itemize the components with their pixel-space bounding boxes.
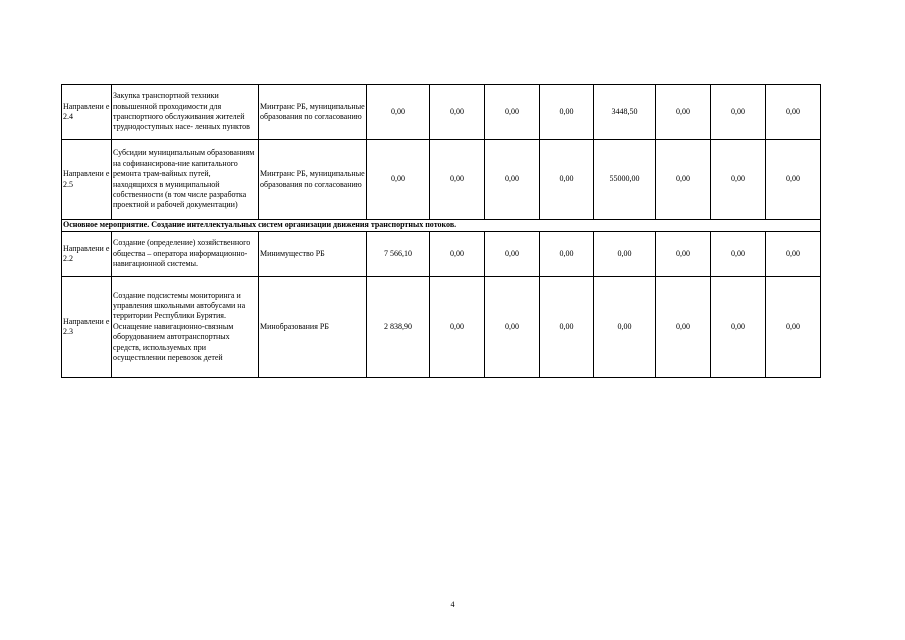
value-cell: 0,00 xyxy=(594,277,656,378)
value-cell: 0,00 xyxy=(430,232,485,277)
value-cell: 0,00 xyxy=(485,85,540,140)
table-row xyxy=(62,277,821,378)
page-number: 4 xyxy=(450,600,455,609)
executor-cell: Минимущество РБ xyxy=(259,232,367,277)
value-cell: 3448,50 xyxy=(594,85,656,140)
section-row xyxy=(62,220,821,232)
value-cell: 0,00 xyxy=(367,85,430,140)
value-cell: 0,00 xyxy=(485,277,540,378)
activity-name-cell: Закупка транспортной техники повышенной проходимости для транспортного обслуживания жителей труднодоступных насе- ленных пунктов xyxy=(112,85,259,140)
value-cell: 0,00 xyxy=(711,85,766,140)
value-cell: 0,00 xyxy=(711,232,766,277)
value-cell: 0,00 xyxy=(540,232,594,277)
value-cell: 0,00 xyxy=(766,140,821,220)
activity-name-cell: Создание подсистемы мониторинга и управления школьными автобусами на территории Республики Бурятия. Оснащение навигационно-связным оборудованием автотранспортных средств, используемых при осуществлении перевозок детей xyxy=(112,277,259,378)
value-cell: 0,00 xyxy=(594,232,656,277)
value-cell: 0,00 xyxy=(711,140,766,220)
direction-cell: Направлени е 2.5 xyxy=(62,140,112,220)
activity-name-cell: Субсидии муниципальным образованиям на софинансирова-ние капитального ремонта трам-вайных путей, находящихся в муниципальной собственности (в том числе разработка проектной и рабочей документации) xyxy=(112,140,259,220)
value-cell: 0,00 xyxy=(656,85,711,140)
value-cell: 0,00 xyxy=(656,140,711,220)
value-cell: 7 566,10 xyxy=(367,232,430,277)
value-cell: 0,00 xyxy=(656,277,711,378)
value-cell: 0,00 xyxy=(485,140,540,220)
value-cell: 0,00 xyxy=(430,277,485,378)
value-cell: 0,00 xyxy=(430,85,485,140)
table-row xyxy=(62,85,821,140)
value-cell: 0,00 xyxy=(430,140,485,220)
value-cell: 0,00 xyxy=(540,140,594,220)
value-cell: 0,00 xyxy=(485,232,540,277)
value-cell: 55000,00 xyxy=(594,140,656,220)
activity-name-cell: Создание (определение) хозяйственного общества – оператора информационно-навигационной системы. xyxy=(112,232,259,277)
value-cell: 0,00 xyxy=(367,140,430,220)
table-row xyxy=(62,232,821,277)
executor-cell: Минтранс РБ, муниципальные образования по согласованию xyxy=(259,85,367,140)
value-cell: 0,00 xyxy=(540,85,594,140)
section-title: Основное мероприятие. Создание интеллектуальных систем организации движения транспортных потоков. xyxy=(62,220,821,232)
direction-cell: Направлени е 2.4 xyxy=(62,85,112,140)
executor-cell: Минтранс РБ, муниципальные образования по согласованию xyxy=(259,140,367,220)
value-cell: 0,00 xyxy=(766,232,821,277)
direction-cell: Направлени е 2.3 xyxy=(62,277,112,378)
value-cell: 0,00 xyxy=(711,277,766,378)
budget-table xyxy=(61,84,821,378)
table-row xyxy=(62,140,821,220)
value-cell: 2 838,90 xyxy=(367,277,430,378)
value-cell: 0,00 xyxy=(656,232,711,277)
value-cell: 0,00 xyxy=(766,85,821,140)
executor-cell: Минобразования РБ xyxy=(259,277,367,378)
direction-cell: Направлени е 2.2 xyxy=(62,232,112,277)
value-cell: 0,00 xyxy=(540,277,594,378)
value-cell: 0,00 xyxy=(766,277,821,378)
